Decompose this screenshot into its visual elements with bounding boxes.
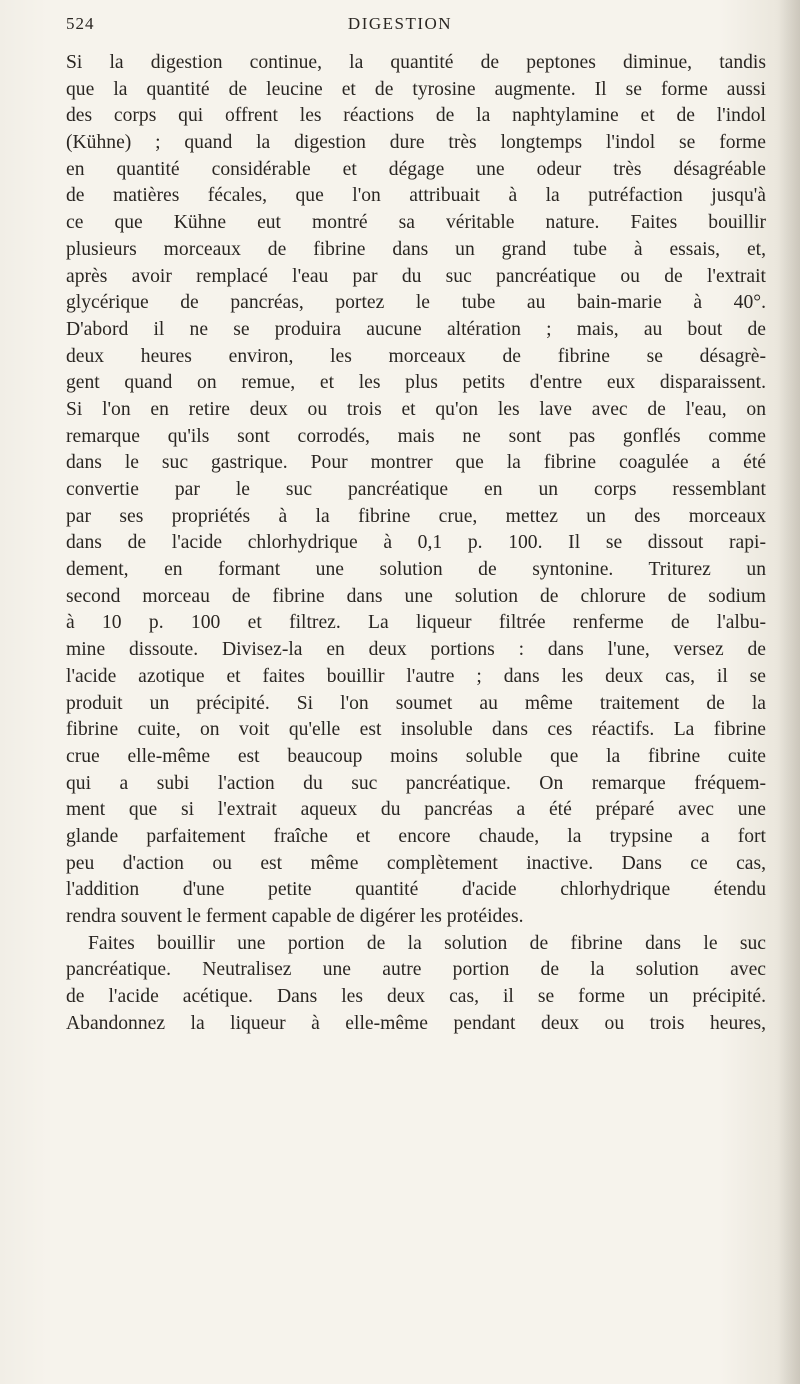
text-line: plusieurs morceaux de fibrine dans un grand tube à essais, et, bbox=[66, 238, 766, 260]
text-line: Abandonnez la liqueur à elle-même pendant deux ou trois heures, bbox=[66, 1012, 766, 1034]
text-line: à 10 p. 100 et filtrez. La liqueur filtrée renferme de l'albu- bbox=[66, 612, 766, 634]
text-line: produit un précipité. Si l'on soumet au même traitement de la bbox=[66, 692, 766, 714]
text-line: de l'acide acétique. Dans les deux cas, il se forme un précipité. bbox=[66, 986, 766, 1008]
text-line: peu d'action ou est même complètement inactive. Dans ce cas, bbox=[66, 852, 766, 874]
text-line: Si la digestion continue, la quantité de peptones diminue, tandis bbox=[66, 52, 766, 73]
text-line: que la quantité de leucine et de tyrosine augmente. Il se forme aussi bbox=[66, 78, 766, 100]
text-line: des corps qui offrent les réactions de la naphtylamine et de l'indol bbox=[66, 105, 766, 127]
text-line: après avoir remplacé l'eau par du suc pancréatique ou de l'extrait bbox=[66, 265, 766, 287]
running-title: DIGESTION bbox=[347, 14, 453, 33]
text-line: glande parfaitement fraîche et encore chaude, la trypsine a fort bbox=[66, 825, 766, 847]
text-line: ce que Kühne eut montré sa véritable nature. Faites bouillir bbox=[66, 212, 766, 234]
text-line: dement, en formant une solution de syntonine. Triturez un bbox=[66, 559, 766, 581]
text-line: Faites bouillir une portion de la solution de fibrine dans le suc bbox=[88, 932, 766, 954]
body-text bbox=[66, 50, 766, 1037]
text-line: fibrine cuite, on voit qu'elle est insoluble dans ces réactifs. La fibrine bbox=[66, 719, 766, 741]
text-line: rendra souvent le ferment capable de digérer les protéides. bbox=[66, 906, 524, 927]
text-line: dans de l'acide chlorhydrique à 0,1 p. 100. Il se dissout rapi- bbox=[66, 532, 766, 554]
text-line: (Kühne) ; quand la digestion dure très longtemps l'indol se forme bbox=[66, 132, 766, 154]
text-line: l'acide azotique et faites bouillir l'autre ; dans les deux cas, il se bbox=[66, 665, 766, 687]
text-line: remarque qu'ils sont corrodés, mais ne sont pas gonflés comme bbox=[66, 425, 766, 447]
text-line: convertie par le suc pancréatique en un corps ressemblant bbox=[66, 479, 766, 500]
text-line: en quantité considérable et dégage une odeur très désagréable bbox=[66, 158, 766, 180]
page-header bbox=[0, 14, 800, 38]
text-line: D'abord il ne se produira aucune altération ; mais, au bout de bbox=[66, 318, 766, 340]
text-line: Si l'on en retire deux ou trois et qu'on les lave avec de l'eau, on bbox=[66, 398, 766, 420]
text-line: l'addition d'une petite quantité d'acide chlorhydrique étendu bbox=[66, 879, 766, 901]
text-line: second morceau de fibrine dans une solution de chlorure de sodium bbox=[66, 585, 766, 607]
text-line: deux heures environ, les morceaux de fibrine se désagrè- bbox=[66, 345, 766, 367]
text-line: gent quand on remue, et les plus petits d'entre eux disparaissent. bbox=[66, 372, 766, 394]
text-line: par ses propriétés à la fibrine crue, mettez un des morceaux bbox=[66, 505, 766, 527]
text-line: pancréatique. Neutralisez une autre portion de la solution avec bbox=[66, 959, 766, 981]
text-line: qui a subi l'action du suc pancréatique. On remarque fréquem- bbox=[66, 772, 766, 794]
text-line: glycérique de pancréas, portez le tube au bain-marie à 40°. bbox=[66, 292, 766, 314]
text-line: ment que si l'extrait aqueux du pancréas a été préparé avec une bbox=[66, 799, 766, 821]
text-line: mine dissoute. Divisez-la en deux portions : dans l'une, versez de bbox=[66, 639, 766, 661]
page-edge-shadow bbox=[778, 0, 800, 1384]
page-number: 524 bbox=[66, 14, 95, 33]
text-line: de matières fécales, que l'on attribuait à la putréfaction jusqu'à bbox=[66, 185, 766, 207]
text-line: dans le suc gastrique. Pour montrer que la fibrine coagulée a été bbox=[66, 452, 766, 474]
text-line: crue elle-même est beaucoup moins soluble que la fibrine cuite bbox=[66, 745, 766, 767]
